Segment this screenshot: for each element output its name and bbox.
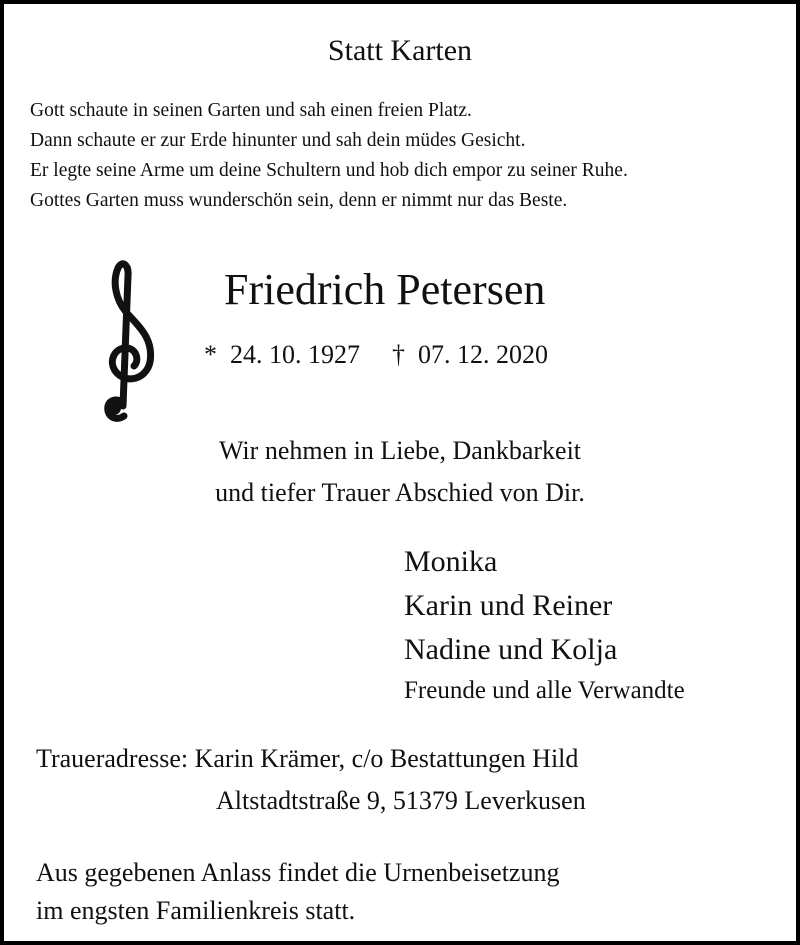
heading: Statt Karten	[327, 34, 473, 67]
poem-line: Er legte seine Arme um deine Schultern und hob dich empor zu seiner Ruhe.	[30, 160, 628, 181]
life-dates	[204, 340, 548, 370]
farewell-text	[4, 430, 796, 514]
notice-line: Aus gegebenen Anlass findet die Urnenbeisetzung	[36, 858, 560, 887]
poem-line: Dann schaute er zur Erde hinunter und sah dein müdes Gesicht.	[30, 130, 526, 151]
burial-notice	[36, 854, 559, 930]
birth-symbol: *	[204, 340, 217, 369]
friends-relatives: Freunde und alle Verwandte	[404, 677, 685, 704]
mourner: Karin und Reiner	[404, 589, 613, 622]
poem-line: Gottes Garten muss wunderschön sein, denn er nimmt nur das Beste.	[30, 190, 568, 211]
farewell-line: Wir nehmen in Liebe, Dankbarkeit	[218, 436, 582, 465]
mourner: Monika	[404, 545, 498, 578]
death-date: 07. 12. 2020	[418, 340, 548, 369]
mourners-list	[404, 540, 617, 672]
deceased-name: Friedrich Petersen	[224, 265, 546, 314]
mourner: Nadine und Kolja	[404, 633, 618, 666]
poem	[30, 96, 628, 216]
mourning-address-line1: Traueradresse: Karin Krämer, c/o Bestattungen Hild	[36, 744, 579, 773]
notice-line: im engsten Familienkreis statt.	[36, 896, 356, 925]
treble-clef-icon	[76, 256, 166, 426]
mourning-address-line2: Altstadtstraße 9, 51379 Leverkusen	[216, 786, 586, 815]
death-symbol: †	[392, 340, 405, 369]
farewell-line: und tiefer Trauer Abschied von Dir.	[215, 478, 585, 507]
poem-line: Gott schaute in seinen Garten und sah einen freien Platz.	[30, 100, 472, 121]
birth-date: 24. 10. 1927	[230, 340, 360, 369]
